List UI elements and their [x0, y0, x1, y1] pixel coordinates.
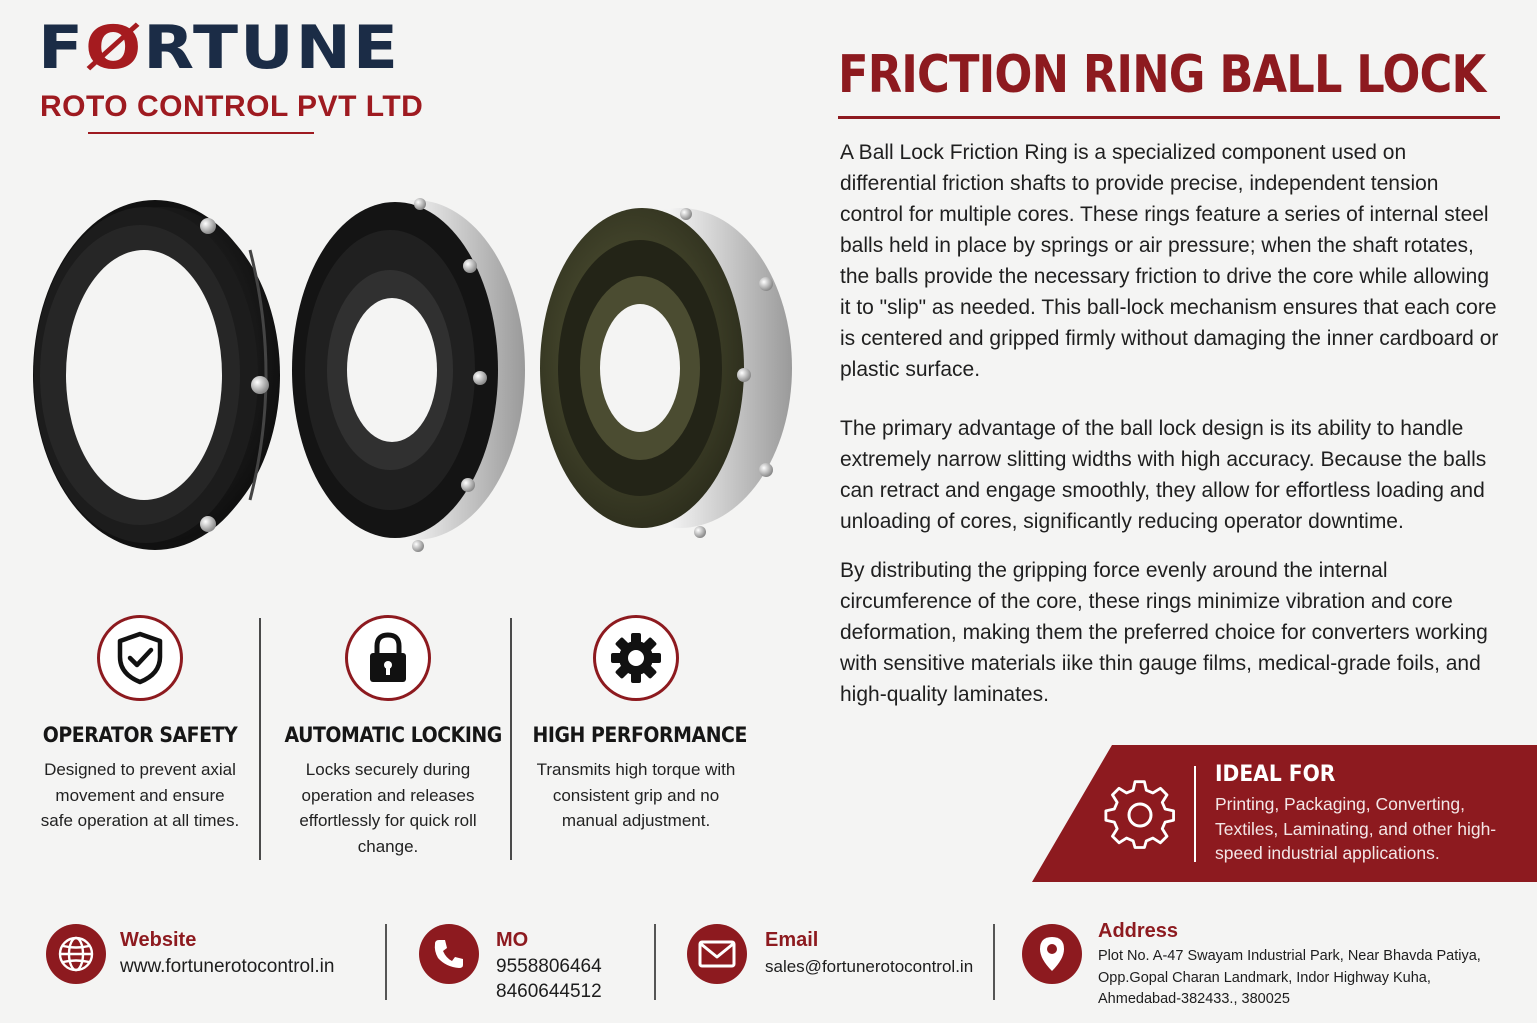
mobile-label: MO	[496, 929, 529, 951]
silver-rim-friction-ring	[292, 198, 525, 552]
feature-text: Locks securely during operation and releases effortlessly for quick roll change.	[299, 760, 477, 856]
description-paragraph-3: By distributing the gripping force evenly around the internal circumference of the core, these rings minimize vibration and core deformation, making them the preferred choice for converters working with sensitive materials iike thin gauge films, medical-grade foils, and high-quality laminates.	[840, 559, 1488, 706]
ideal-for-text: Printing, Packaging, Converting, Textiles, Laminating, and other high-speed industrial applications.	[1215, 794, 1497, 863]
brand-name-part2: RTUNE	[143, 13, 400, 83]
description-paragraph-2: The primary advantage of the ball lock design is its ability to handle extremely narrow slitting widths with high accuracy. Because the balls can retract and engage smoothly, they allow for effortless loading and unloading of cores, significantly reducing operator downtime.	[840, 417, 1487, 533]
phone-number-1[interactable]: 9558806464	[496, 956, 602, 977]
ideal-for-title: IDEAL FOR	[1215, 762, 1336, 787]
address-block	[1098, 946, 1481, 1011]
brand-underline	[88, 132, 314, 134]
website-label: Website	[120, 929, 197, 951]
feature-divider	[259, 618, 261, 860]
page-title: FRICTION RING BALL LOCK	[838, 45, 1486, 105]
feature-high-performance	[521, 615, 751, 834]
product-rings-image	[20, 180, 810, 580]
brand-name-part1: F	[38, 13, 86, 83]
feature-automatic-locking	[273, 615, 503, 859]
feature-text: Designed to prevent axial movement and ensure safe operation at all times.	[40, 760, 240, 830]
address-line-2: Opp.Gopal Charan Landmark, Indor Highway Kuha,	[1098, 969, 1431, 986]
email-link[interactable]: sales@fortunerotocontrol.in	[765, 957, 974, 976]
globe-icon	[46, 924, 106, 984]
feature-title: AUTOMATIC LOCKING	[284, 723, 502, 747]
feature-title: HIGH PERFORMANCE	[532, 723, 747, 747]
phone-number-2[interactable]: 8460644512	[496, 981, 602, 1002]
footer-divider	[385, 924, 387, 1000]
location-pin-icon	[1022, 924, 1082, 984]
shield-check-icon	[97, 615, 183, 701]
phone-icon	[419, 924, 479, 984]
address-line-1: Plot No. A-47 Swayam Industrial Park, Near Bhavda Patiya,	[1098, 948, 1481, 964]
feature-divider	[510, 618, 512, 860]
brand-subtitle: ROTO CONTROL PVT LTD	[40, 90, 424, 123]
gear-icon	[593, 615, 679, 701]
footer-divider	[993, 924, 995, 1000]
olive-friction-ring	[540, 208, 792, 538]
black-friction-ring	[33, 200, 280, 550]
gear-outline-icon	[1104, 777, 1176, 851]
padlock-icon	[345, 615, 431, 701]
ideal-for-divider	[1194, 766, 1196, 862]
email-label: Email	[765, 929, 819, 951]
feature-text: Transmits high torque with consistent grip and no manual adjustment.	[536, 760, 736, 830]
title-divider	[838, 116, 1500, 119]
brand-name-o-mark: Ø	[85, 13, 144, 83]
footer-divider	[654, 924, 656, 1000]
description-paragraph-1: A Ball Lock Friction Ring is a specialized component used on differential friction shafts to provide precise, independent tension control for multiple cores. These rings feature a series of internal steel balls held in place by springs or air pressure; when the shaft rotates, the balls provide the necessary friction to drive the core while allowing it to "slip" as needed. This ball-lock mechanism ensures that each core is centered and gripped firmly without damaging the inner cardboard or plastic surface.	[840, 141, 1499, 381]
brand-logo-wordmark	[38, 14, 400, 82]
feature-operator-safety	[25, 615, 255, 834]
address-line-3: Ahmedabad-382433., 380025	[1098, 991, 1290, 1007]
envelope-icon	[687, 924, 747, 984]
feature-title: OPERATOR SAFETY	[42, 723, 238, 747]
address-label: Address	[1098, 920, 1179, 942]
website-link[interactable]: www.fortunerotocontrol.in	[120, 956, 335, 977]
